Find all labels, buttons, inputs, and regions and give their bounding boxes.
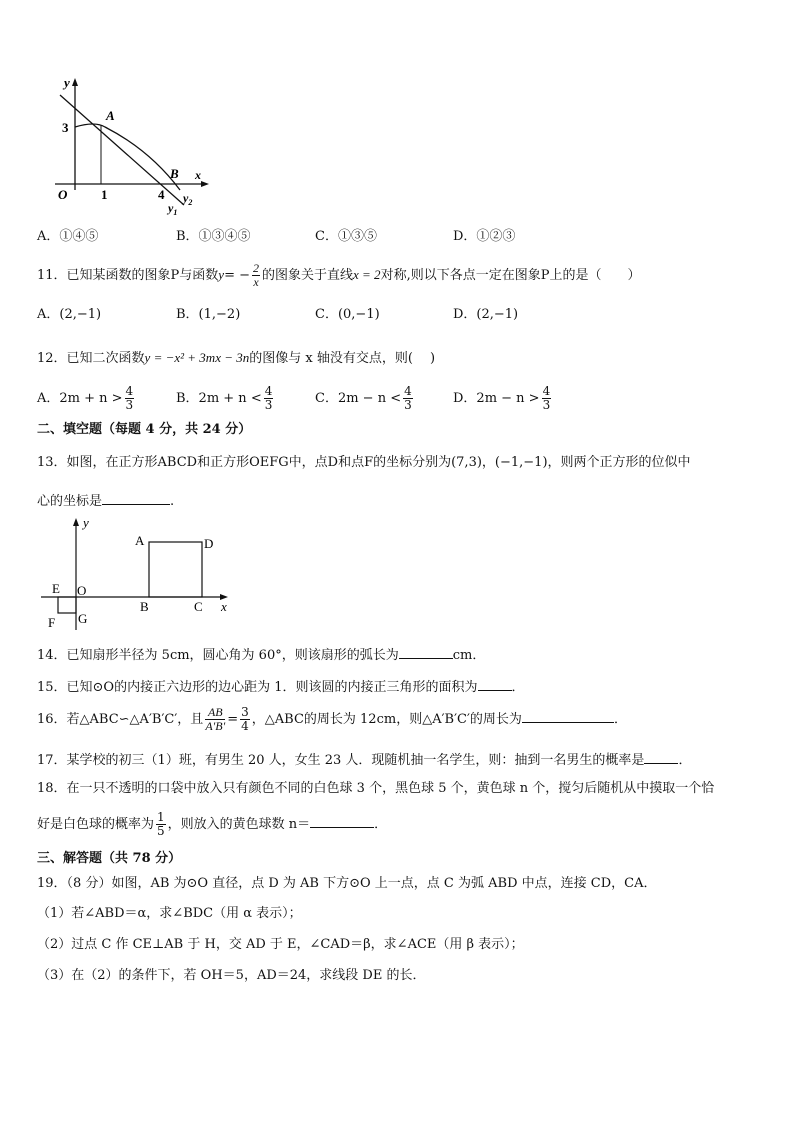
squares-figure — [36, 515, 236, 635]
q11-text-pre: 11．已知某函数的图象P与函数 — [37, 268, 219, 283]
tick-3: 3 — [62, 120, 69, 135]
q11-y: y — [218, 267, 225, 282]
q11-text-post: 对称,则以下各点一定在图象P上的是（ ） — [380, 268, 641, 283]
point-b-label: B — [170, 166, 179, 181]
section-2-heading: 二、填空题（每题 4 分，共 24 分） — [37, 422, 252, 437]
fig2-x-label: x — [221, 599, 227, 614]
question-11 — [37, 262, 640, 289]
line-y1 — [60, 95, 184, 205]
fig2-label-b: B — [140, 599, 149, 614]
q11-option-b: B．(1,−2) — [176, 307, 241, 322]
fig2-label-f: F — [48, 615, 56, 630]
q10-option-d: D．①②③ — [453, 229, 516, 244]
q12-text-pre: 12．已知二次函数 — [37, 351, 145, 366]
q16-fraction-34: $\frac{3}{4}$ — [241, 705, 249, 733]
q11-fraction: $\frac{2}{x}$ — [253, 261, 259, 289]
q13-line-1: 13．如图，在正方形ABCD和正方形OEFG中，点D和点F的坐标分别为(7,3)，(−1,−1)，则两个正方形的位似中 — [37, 455, 691, 470]
q10-option-b: B．①③④⑤ — [176, 229, 251, 244]
q11-line: x = 2 — [353, 267, 381, 282]
q18-line-2: 好是白色球的概率为 $\frac{1}{5}$ ，则放入的黄色球数 n＝ ． — [37, 810, 388, 838]
fig2-label-o: O — [77, 583, 87, 598]
tick-4: 4 — [158, 187, 165, 202]
q11-option-a: A．(2,−1) — [37, 307, 102, 322]
q12-option-b: B．2m + n < $\frac{4}{3}$ — [176, 384, 273, 412]
fig2-label-c: C — [194, 599, 203, 614]
parabola-y2 — [75, 124, 180, 190]
q11-option-c: C．(0,−1) — [315, 307, 380, 322]
q12-text-post: 的图像与 x 轴没有交点，则( ) — [249, 351, 436, 366]
fig2-y-arrow — [73, 518, 79, 526]
question-15: 15．已知⊙O的内接正六边形的边心距为 1．则该圆的内接正三角形的面积为 ． — [37, 680, 525, 695]
tick-1: 1 — [101, 187, 108, 202]
question-12 — [37, 350, 435, 367]
q13-line-2: 心的坐标是 . — [37, 494, 175, 509]
point-a-label: A — [106, 108, 115, 123]
q16-fraction-ab: $\frac{AB}{A'B'}$ — [205, 705, 226, 733]
question-16: 16．若△ABC∽△A′B′C′，且 $\frac{AB}{A'B'}$ = $\frac{3}{4}$ ，△ABC的周长为 12cm，则△A′B′C′的周长为 ． — [37, 705, 627, 733]
question-17: 17．某学校的初三（1）班，有男生 20 人，女生 23 人．现随机抽一名学生，则：抽到一名男生的概率是 ． — [37, 753, 692, 768]
fig2-y-label: y — [83, 515, 89, 530]
q12-expr: y = −x² + 3mx − 3n — [144, 350, 250, 365]
q11-option-d: D．(2,−1) — [453, 307, 519, 322]
q18-line-1: 18．在一只不透明的口袋中放入只有颜色不同的白色球 3 个，黑色球 5 个，黄色球 n 个，搅匀后随机从中摸取一个恰 — [37, 781, 715, 796]
q12-option-d: D．2m − n > $\frac{4}{3}$ — [453, 384, 551, 412]
fig2-label-d: D — [204, 536, 214, 551]
function-graph-figure — [50, 75, 210, 220]
q19-part-2: （2）过点 C 作 CE⊥AB 于 H，交 AD 于 E，∠CAD＝β，求∠ACE（用 β 表示）； — [37, 937, 524, 952]
q12-option-a: A．2m + n > $\frac{4}{3}$ — [37, 384, 134, 412]
fig2-label-g: G — [78, 611, 88, 626]
x-axis-arrow — [201, 181, 209, 187]
y-axis-label: y — [64, 75, 70, 90]
q11-text-mid: 的图象关于直线 — [262, 268, 354, 283]
fig2-label-e: E — [52, 581, 60, 596]
fig2-label-a: A — [135, 533, 145, 548]
label-y1: $y_1$ — [168, 201, 178, 217]
label-y2: $y_2$ — [183, 191, 193, 207]
q10-option-c: C．①③⑤ — [315, 229, 377, 244]
y-axis-arrow — [72, 78, 78, 86]
section-3-heading: 三、解答题（共 78 分） — [37, 851, 182, 866]
question-14: 14．已知扇形半径为 5cm，圆心角为 60°，则该扇形的弧长为 cm． — [37, 648, 486, 663]
q19-stem: 19．（8 分）如图，AB 为⊙O 直径，点 D 为 AB 下方⊙O 上一点，点 C 为弧 ABD 中点，连接 CD，CA． — [37, 876, 657, 891]
square-abcd — [149, 542, 202, 597]
square-oefg — [58, 597, 76, 613]
x-axis-label: x — [195, 168, 201, 182]
origin-label: O — [58, 187, 68, 202]
q19-part-1: （1）若∠ABD＝α，求∠BDC（用 α 表示）； — [37, 906, 302, 921]
q18-fraction: $\frac{1}{5}$ — [157, 810, 165, 838]
q19-part-3: （3）在（2）的条件下，若 OH＝5，AD＝24，求线段 DE 的长． — [37, 968, 426, 983]
q12-option-c: C．2m − n < $\frac{4}{3}$ — [315, 384, 412, 412]
q11-eq: = − — [224, 268, 250, 283]
q10-option-a: A．①④⑤ — [37, 229, 99, 244]
